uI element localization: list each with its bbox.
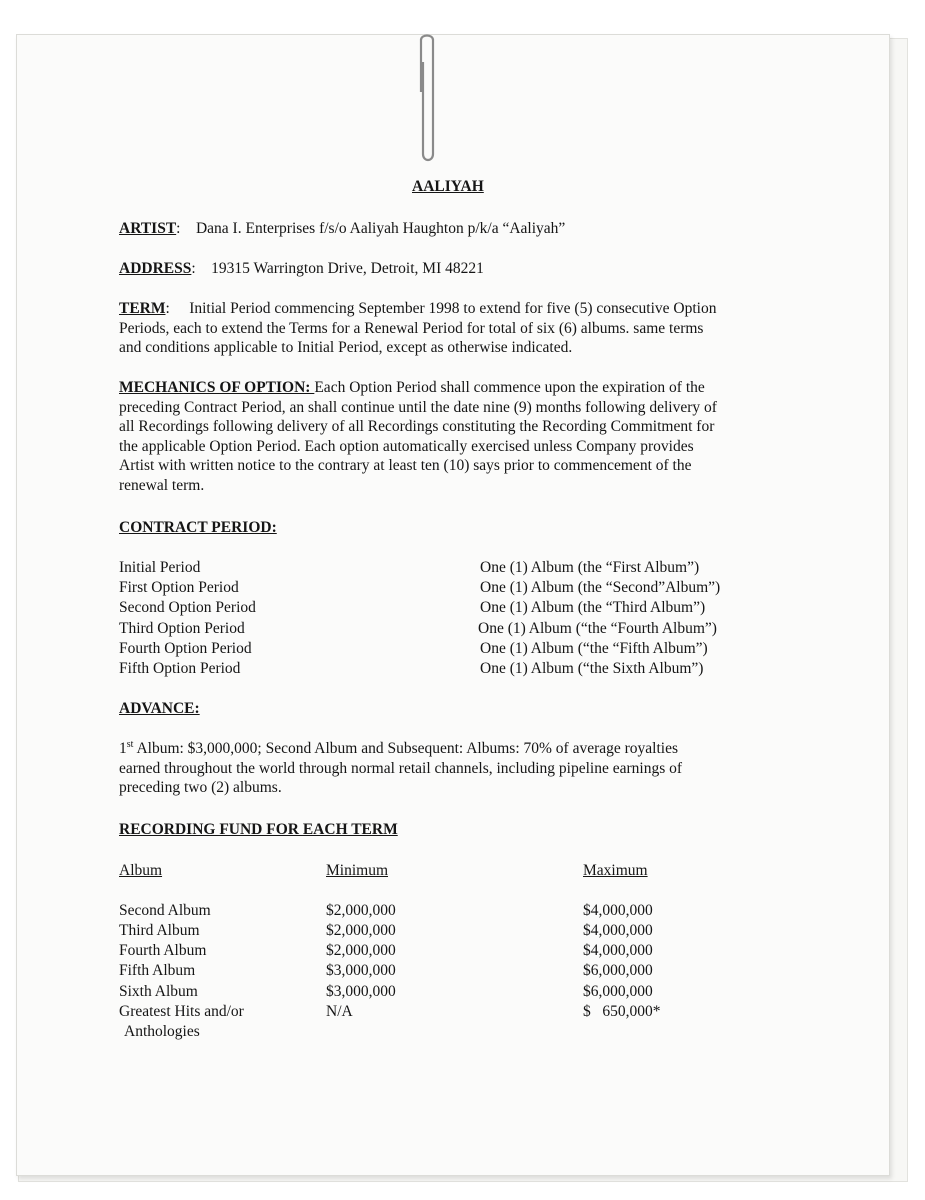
contract-period-name: Fifth Option Period bbox=[119, 660, 241, 677]
artist-value: Dana I. Enterprises f/s/o Aaliyah Haughton p/k/a “Aaliyah” bbox=[195, 220, 566, 237]
contract-period-albums: One (1) Album (“the “Fifth Album”) bbox=[480, 640, 708, 657]
contract-period-name: First Option Period bbox=[119, 579, 239, 596]
term-line: Periods, each to extend the Terms for a Renewal Period for total of six (6) albums. same terms bbox=[119, 319, 704, 337]
advance-heading: ADVANCE: bbox=[119, 700, 200, 717]
mechanics-line: Artist with written notice to the contrary at least ten (10) says prior to commencement of the bbox=[119, 457, 692, 475]
col-header-album: Album bbox=[119, 862, 163, 879]
advance-line: earned throughout the world through normal retail channels, including pipeline earnings of bbox=[119, 759, 683, 777]
term-paragraph: TERM: Initial Period commencing September 1998 to extend for five (5) consecutive Option Periods, each to extend the Terms for a Renewal Period for total of six (6) albums. same terms and conditions applicable to Initial Period, except as otherwise indicated. bbox=[119, 299, 799, 358]
fund-minimum: $2,000,000 bbox=[326, 942, 396, 959]
contract-period-name: Initial Period bbox=[119, 559, 201, 576]
contract-period-name: Second Option Period bbox=[119, 599, 256, 616]
mechanics-line: preceding Contract Period, an shall continue until the date nine (9) months following delivery of bbox=[119, 398, 717, 416]
fund-maximum: $4,000,000 bbox=[583, 922, 653, 939]
fund-album: Third Album bbox=[119, 922, 200, 939]
mechanics-label: MECHANICS OF OPTION: bbox=[119, 379, 315, 396]
advance-ordinal: st bbox=[126, 738, 134, 750]
contract-period-heading: CONTRACT PERIOD: bbox=[119, 519, 277, 536]
fund-maximum: $ 650,000* bbox=[583, 1003, 661, 1020]
fund-album: Sixth Album bbox=[119, 983, 198, 1000]
advance-line: Album: $3,000,000; Second Album and Subsequent: Albums: 70% of average royalties bbox=[133, 740, 679, 757]
contract-period-albums: One (1) Album (“the Sixth Album”) bbox=[480, 660, 704, 677]
mechanics-line: all Recordings following delivery of all Recordings constituting the Recording Commitment for bbox=[119, 418, 715, 436]
advance-paragraph bbox=[119, 739, 799, 798]
fund-album: Greatest Hits and/or bbox=[119, 1003, 244, 1020]
mechanics-line: the applicable Option Period. Each option automatically exercised unless Company provides bbox=[119, 437, 694, 455]
artist-line: ARTIST: Dana I. Enterprises f/s/o Aaliyah Haughton p/k/a “Aaliyah” bbox=[119, 220, 566, 237]
fund-album: Second Album bbox=[119, 902, 211, 919]
col-header-maximum: Maximum bbox=[583, 862, 648, 879]
contract-period-name: Third Option Period bbox=[119, 620, 245, 637]
term-line: and conditions applicable to Initial Period, except as otherwise indicated. bbox=[119, 339, 573, 357]
recording-fund-heading: RECORDING FUND FOR EACH TERM bbox=[119, 821, 398, 838]
fund-minimum: $2,000,000 bbox=[326, 922, 396, 939]
address-line: ADDRESS: 19315 Warrington Drive, Detroit, MI 48221 bbox=[119, 260, 484, 277]
term-label: TERM bbox=[119, 300, 166, 317]
mechanics-paragraph bbox=[119, 378, 799, 496]
fund-album-continued: Anthologies bbox=[124, 1023, 200, 1040]
fund-minimum: $3,000,000 bbox=[326, 983, 396, 1000]
fund-maximum: $4,000,000 bbox=[583, 902, 653, 919]
fund-maximum: $6,000,000 bbox=[583, 962, 653, 979]
fund-minimum: N/A bbox=[326, 1003, 353, 1020]
contract-period-albums: One (1) Album (the “Second”Album”) bbox=[480, 579, 721, 596]
mechanics-line: renewal term. bbox=[119, 476, 205, 494]
address-label: ADDRESS bbox=[119, 260, 192, 277]
fund-maximum: $6,000,000 bbox=[583, 983, 653, 1000]
address-value: 19315 Warrington Drive, Detroit, MI 48221 bbox=[211, 260, 484, 277]
fund-minimum: $3,000,000 bbox=[326, 962, 396, 979]
fund-minimum: $2,000,000 bbox=[326, 902, 396, 919]
term-line: Initial Period commencing September 1998 to extend for five (5) consecutive Option bbox=[189, 300, 717, 317]
document-title: AALIYAH bbox=[412, 178, 484, 195]
fund-album: Fifth Album bbox=[119, 962, 196, 979]
mechanics-line: Each Option Period shall commence upon the expiration of the bbox=[314, 379, 705, 396]
fund-album: Fourth Album bbox=[119, 942, 207, 959]
contract-period-albums: One (1) Album (the “Third Album”) bbox=[480, 599, 706, 616]
contract-period-albums: One (1) Album (the “First Album”) bbox=[480, 559, 700, 576]
contract-period-name: Fourth Option Period bbox=[119, 640, 252, 657]
col-header-minimum: Minimum bbox=[326, 862, 389, 879]
paperclip-icon bbox=[412, 32, 442, 164]
contract-period-albums: One (1) Album (“the “Fourth Album”) bbox=[478, 620, 717, 637]
advance-number: 1 bbox=[119, 740, 127, 757]
artist-label: ARTIST bbox=[119, 220, 177, 237]
fund-maximum: $4,000,000 bbox=[583, 942, 653, 959]
advance-line: preceding two (2) albums. bbox=[119, 779, 282, 797]
